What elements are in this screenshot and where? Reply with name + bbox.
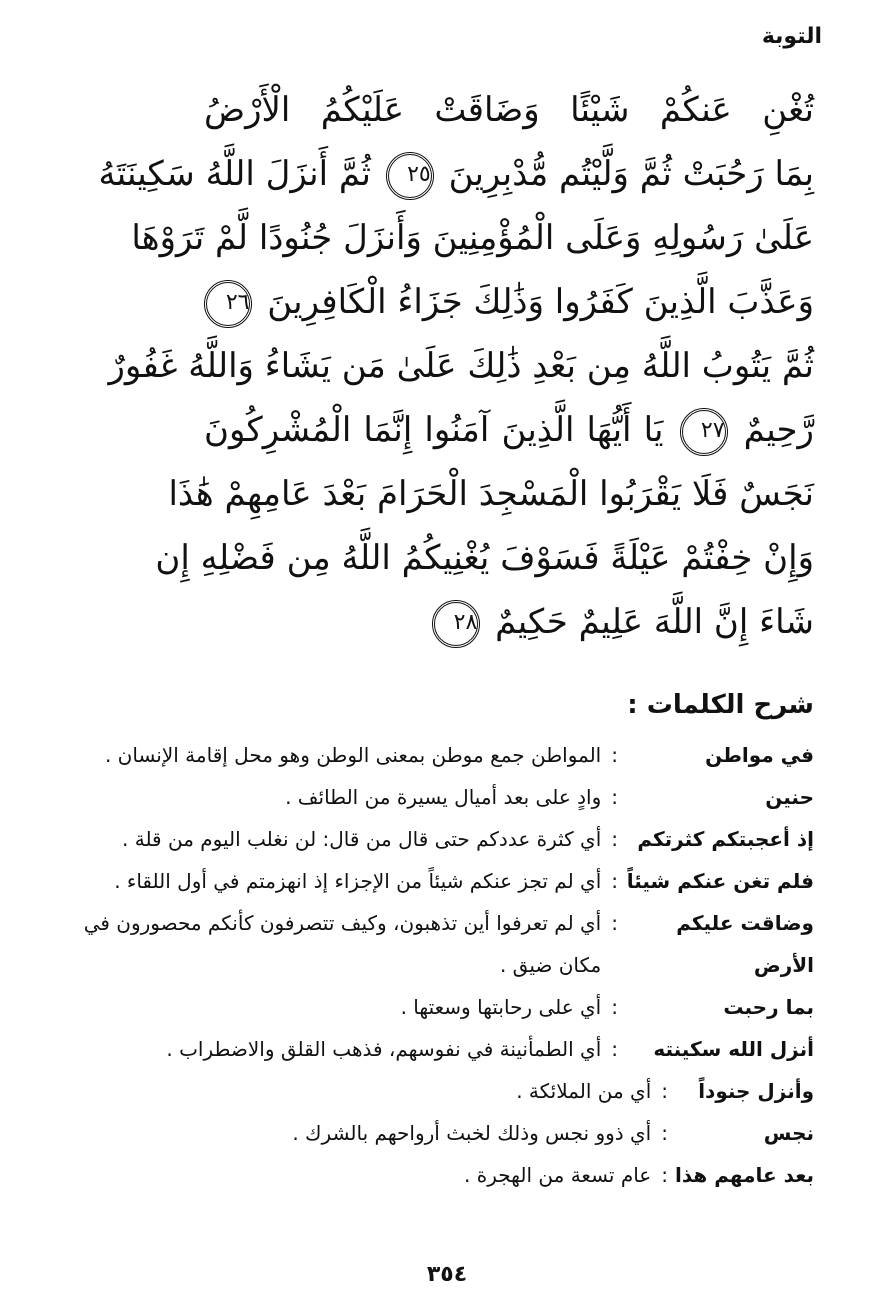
glossary-definition: أي الطمأنينة في نفوسهم، فذهب القلق والاضطراب . [166,1037,602,1061]
glossary-entry [54,902,814,986]
quran-line-text: رَّحِيمٌ [743,410,814,450]
quran-line-text-after: ثُمَّ أَنزَلَ اللَّهُ سَكِينَتَهُ [98,154,371,194]
quran-line [168,462,814,526]
quran-line [204,78,814,142]
glossary-separator: : [611,1037,618,1061]
quran-line [98,142,814,206]
glossary-entry [54,986,814,1028]
glossary-term: بعد عامهم هذا [675,1163,814,1187]
glossary-separator: : [661,1121,668,1145]
glossary-term: أنزل الله سكينته [653,1037,814,1061]
quran-line [155,526,814,590]
glossary-title: شرح الكلمات : [627,690,814,720]
glossary-separator: : [611,827,618,851]
glossary-entry [54,1070,814,1112]
glossary-list [54,734,814,1196]
quran-line-text-after: يَا أَيُّهَا الَّذِينَ آمَنُوا إِنَّمَا الْمُشْرِكُونَ [204,410,664,450]
glossary-definition: أي من الملائكة . [516,1079,652,1103]
glossary-entry [54,1154,814,1196]
glossary-term: وأنزل جنوداً [698,1079,814,1103]
quran-line-text: تُغْنِ عَنكُمْ شَيْئًا وَضَاقَتْ عَلَيْكُمُ الْأَرْضُ [204,90,814,130]
glossary-separator: : [661,1163,668,1187]
glossary-definition: عام تسعة من الهجرة . [464,1163,652,1187]
glossary-term: فلم تغن عنكم شيئاً [626,869,814,893]
ayah-number-marker: ٢٨ [432,600,480,648]
glossary-separator: : [611,995,618,1019]
glossary-definition: المواطن جمع موطن بمعنى الوطن وهو محل إقامة الإنسان . [104,743,602,767]
quran-line [204,270,814,334]
glossary-definition: وادٍ على بعد أميال يسيرة من الطائف . [285,785,602,809]
sura-name-header: التوبة [761,24,822,49]
glossary-term: بما رحبت [723,995,814,1019]
ayah-number-marker: ٢٧ [680,408,728,456]
quran-line-text: وَإِنْ خِفْتُمْ عَيْلَةً فَسَوْفَ يُغْنِيكُمُ اللَّهُ مِن فَضْلِهِ إِن [155,538,814,578]
glossary-definition: أي كثرة عددكم حتى قال من قال: لن نغلب اليوم من قلة . [122,827,602,851]
quran-line-text: ثُمَّ يَتُوبُ اللَّهُ مِن بَعْدِ ذَٰلِكَ عَلَىٰ مَن يَشَاءُ وَاللَّهُ غَفُورٌ [108,346,814,386]
page-number: ٣٥٤ [426,1262,468,1287]
glossary-term: في مواطن [705,743,814,767]
glossary-term: إذ أعجبتكم كثرتكم [637,827,814,851]
glossary-separator: : [661,1079,668,1103]
glossary-entry [54,1028,814,1070]
quran-text-block [98,78,814,654]
quran-line-text: شَاءَ إِنَّ اللَّهَ عَلِيمٌ حَكِيمٌ [495,602,814,642]
ayah-number-marker: ٢٦ [204,280,252,328]
ayah-number-marker: ٢٥ [386,152,434,200]
glossary-separator: : [611,785,618,809]
glossary-definition: أي ذوو نجس وذلك لخبث أرواحهم بالشرك . [292,1121,652,1145]
glossary-definition: أي على رحابتها وسعتها . [400,995,602,1019]
quran-line [204,398,814,462]
glossary-definition: أي لم تعرفوا أين تذهبون، وكيف تتصرفون كأنكم محصورون في مكان ضيق . [83,911,602,977]
glossary-definition: أي لم تجز عنكم شيئاً من الإجزاء إذ انهزمتم في أول اللقاء . [114,869,602,893]
glossary-entry [54,860,814,902]
quran-line-text: عَلَىٰ رَسُولِهِ وَعَلَى الْمُؤْمِنِينَ وَأَنزَلَ جُنُودًا لَّمْ تَرَوْهَا [131,218,814,258]
quran-line [204,590,814,654]
glossary-entry [54,818,814,860]
glossary-term: نجس [763,1121,814,1145]
glossary-separator: : [611,911,618,935]
glossary-entry [54,734,814,776]
glossary-term: حنين [765,785,814,809]
glossary-entry [54,776,814,818]
quran-line-text: بِمَا رَحُبَتْ ثُمَّ وَلَّيْتُم مُّدْبِرِينَ [448,154,814,194]
glossary-separator: : [611,743,618,767]
quran-line-text: نَجَسٌ فَلَا يَقْرَبُوا الْمَسْجِدَ الْحَرَامَ بَعْدَ عَامِهِمْ هَٰذَا [168,474,814,514]
glossary-term: وضاقت عليكم الأرض [676,911,814,977]
quran-line-text: وَعَذَّبَ الَّذِينَ كَفَرُوا وَذَٰلِكَ جَزَاءُ الْكَافِرِينَ [267,282,814,322]
quran-line [108,334,814,398]
glossary-separator: : [611,869,618,893]
glossary-entry [54,1112,814,1154]
quran-line [131,206,814,270]
